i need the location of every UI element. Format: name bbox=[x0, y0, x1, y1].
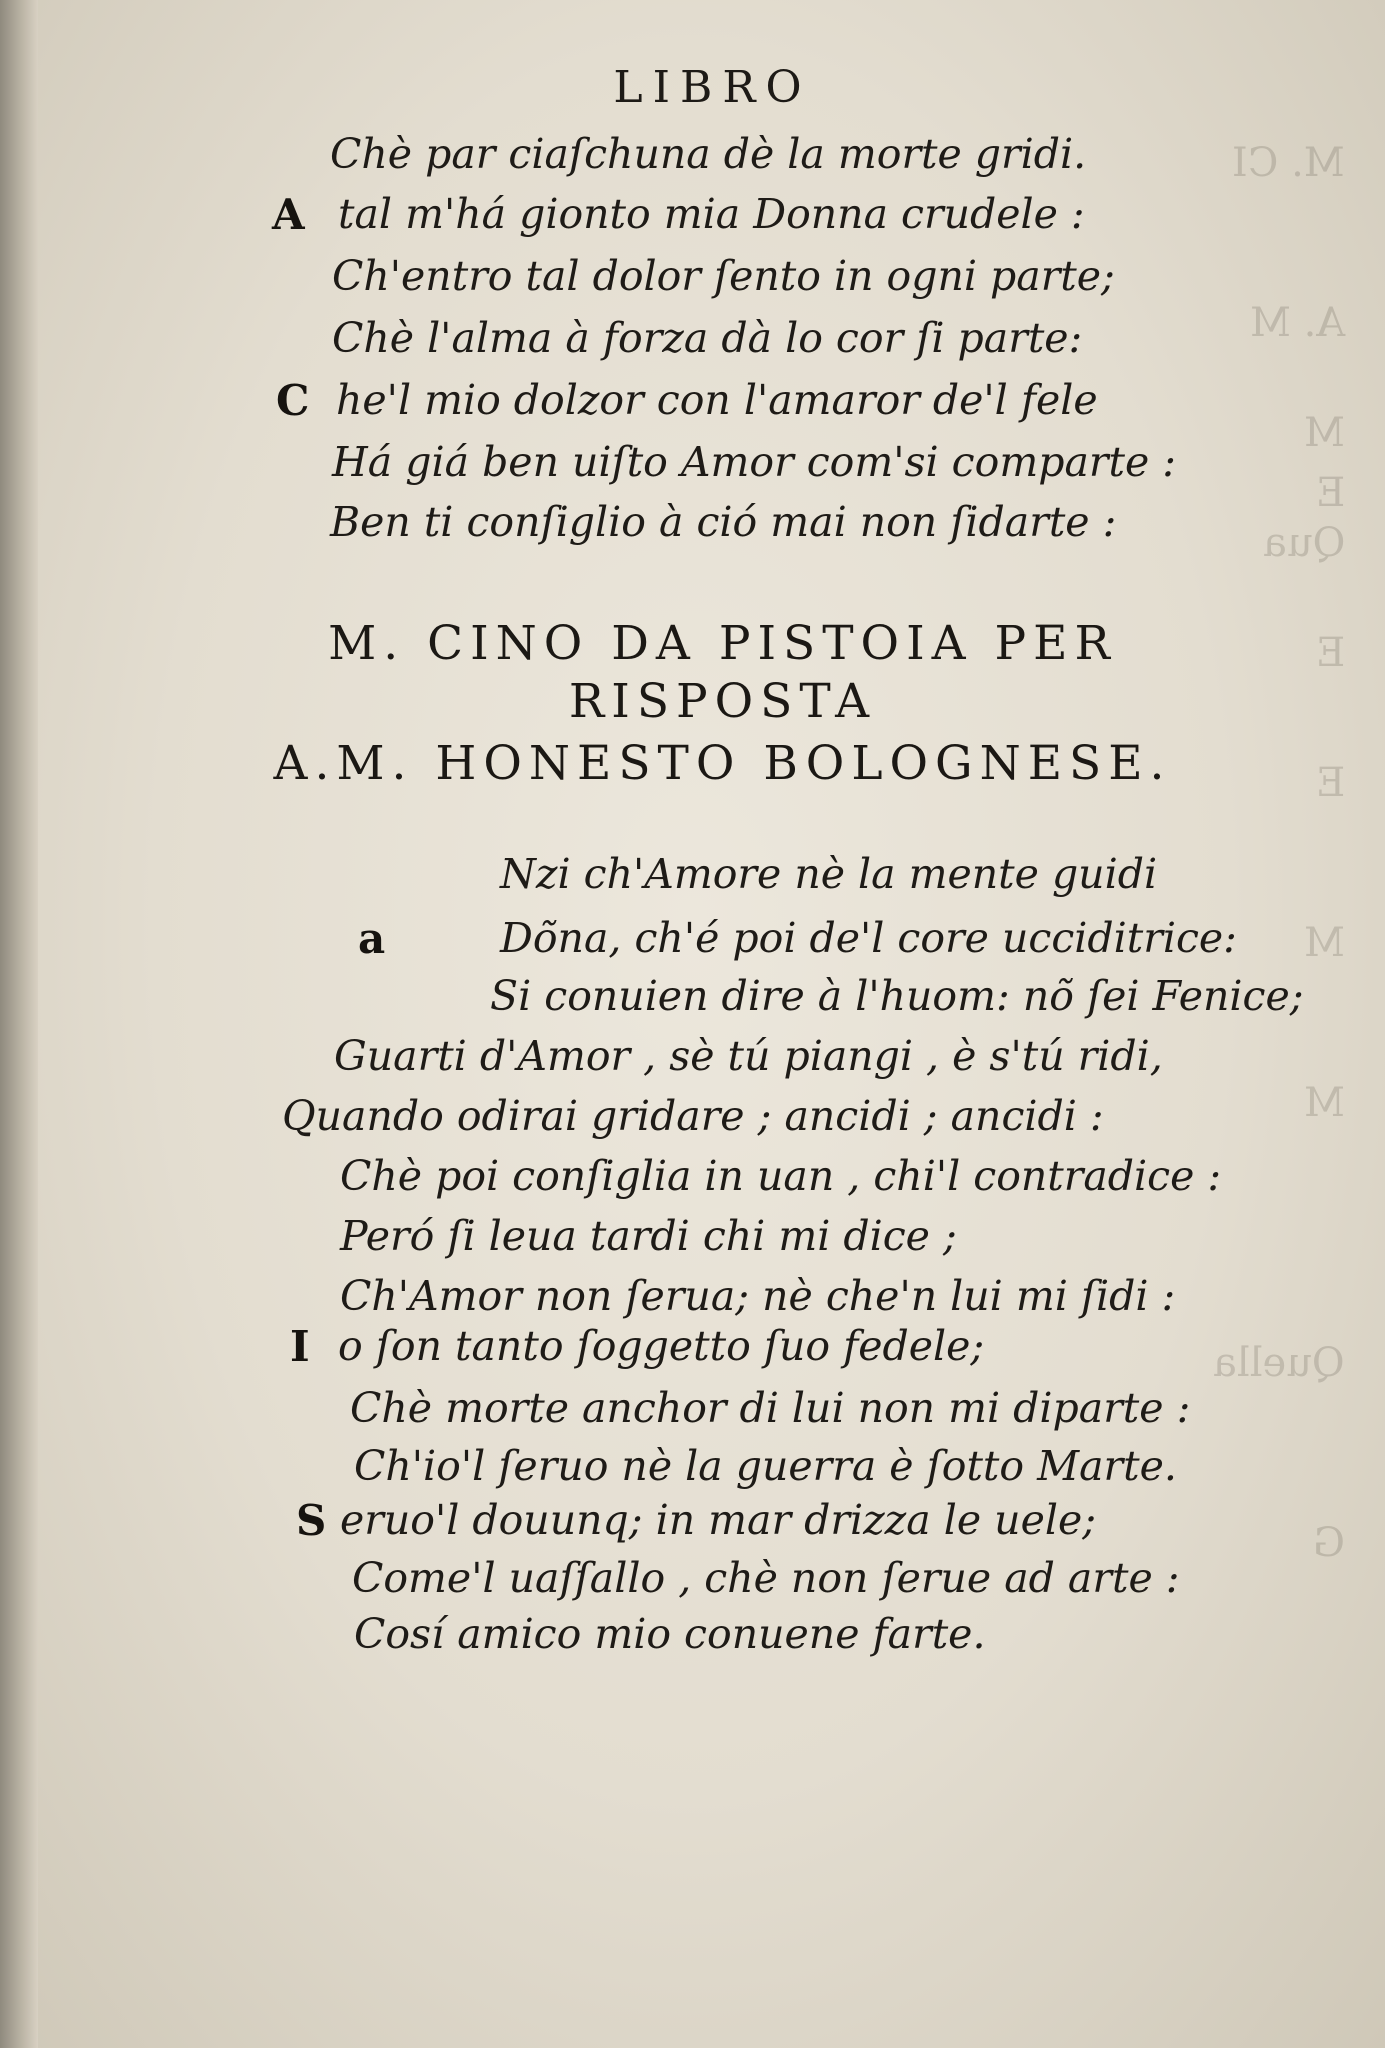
verse-line: Guarti d'Amor , sè tú piangi , è s'tú ridi, bbox=[334, 1032, 1163, 1080]
verse-line: Chè morte anchor di lui non mi diparte : bbox=[350, 1384, 1191, 1432]
drop-initial: C bbox=[276, 376, 310, 425]
verse-line: Chè par ciaſchuna dè la morte gridi. bbox=[330, 130, 1087, 178]
verse-line: Ch'entro tal dolor ſento in ogni parte; bbox=[332, 252, 1115, 300]
verse-line: Ch'Amor non ſerua; nè che'n lui mi ſidi : bbox=[340, 1272, 1176, 1320]
verse-line: o ſon tanto ſoggetto ſuo fedele; bbox=[338, 1322, 985, 1370]
running-head: LIBRO bbox=[613, 62, 812, 113]
drop-initial: I bbox=[290, 1322, 310, 1371]
verse-line: Dõna, ch'é poi de'l core ucciditrice: bbox=[500, 914, 1237, 962]
verse-line: Chè l'alma à forza dà lo cor ſi parte: bbox=[332, 314, 1083, 362]
poem-heading-line-1: M. CINO DA PISTOIA PER bbox=[328, 616, 1117, 671]
verse-line: Si conuien dire à l'huom: nõ ſei Fenice; bbox=[490, 972, 1304, 1020]
verse-line: tal m'há gionto mia Donna crudele : bbox=[338, 190, 1085, 238]
verse-line: Há giá ben uiſto Amor com'si comparte : bbox=[332, 438, 1177, 486]
verse-line: he'l mio dolzor con l'amaror de'l fele bbox=[336, 376, 1098, 424]
poem-heading-line-2: RISPOSTA bbox=[568, 674, 877, 729]
verse-line: Quando odirai gridare ; ancidi ; ancidi : bbox=[282, 1092, 1104, 1140]
verse-line: Ch'io'l ſeruo nè la guerra è ſotto Marte. bbox=[354, 1442, 1177, 1490]
verse-line: eruo'l douunq; in mar drizza le uele; bbox=[340, 1496, 1097, 1544]
page-gutter-shadow bbox=[0, 0, 38, 2048]
verse-line: Chè poi conſiglia in uan , chi'l contradice : bbox=[340, 1152, 1222, 1200]
drop-initial: S bbox=[296, 1496, 327, 1545]
poem-heading-line-3: A.M. HONESTO BOLOGNESE. bbox=[273, 736, 1172, 791]
drop-initial: A bbox=[272, 190, 305, 239]
verse-line: Nzi ch'Amore nè la mente guidi bbox=[500, 850, 1158, 898]
verse-line: Come'l uaſſallo , chè non ſerue ad arte : bbox=[352, 1554, 1180, 1602]
drop-initial: a bbox=[358, 914, 386, 963]
verse-line: Peró ſi leua tardi chi mi dice ; bbox=[340, 1212, 957, 1260]
bleed-through-text: M. CI A. M M E Qua E E M M Quella G bbox=[1213, 140, 1345, 1566]
verse-line: Ben ti conſiglio à ció mai non ſidarte : bbox=[330, 498, 1117, 546]
verse-line: Cosí amico mio conuene farte. bbox=[354, 1610, 986, 1658]
